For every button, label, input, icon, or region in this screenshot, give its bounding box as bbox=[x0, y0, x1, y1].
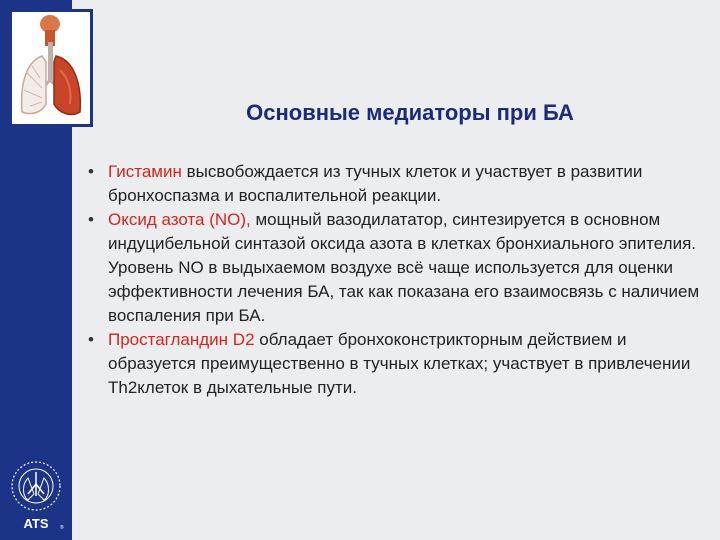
ats-logo bbox=[6, 458, 68, 538]
bullet-item-prostaglandin bbox=[86, 328, 701, 400]
bullet-item-histamine bbox=[86, 160, 701, 208]
bullet-highlight: Гистамин bbox=[108, 162, 182, 181]
bullet-icon: • bbox=[88, 210, 94, 229]
ats-emblem-icon bbox=[6, 458, 68, 538]
bullet-highlight: Оксид азота (NO), bbox=[108, 210, 251, 229]
bullet-icon: • bbox=[88, 162, 94, 181]
lungs-illustration bbox=[9, 9, 93, 127]
bullet-icon: • bbox=[88, 330, 94, 349]
bullet-text: мощный вазодилататор, синтезируется в основном индуцибельной синтазой оксида азота в клетках бронхиального эпителия. Уровень NO в выдыхаемом воздухе всё чаще используется для оценки эффективности лечения БА, так как показана его взаимосвязь с наличием воспаления при БА. bbox=[108, 210, 700, 325]
slide-title: Основные медиаторы при БА bbox=[246, 100, 574, 125]
bullet-text: обладает бронхоконстрикторным действием и образуется преимущественно в тучных клетках; участвует в привлечении Th2клеток в дыхательные пути. bbox=[108, 330, 691, 397]
bullet-list bbox=[86, 160, 701, 400]
bullet-highlight: Простагландин D2 bbox=[108, 330, 255, 349]
lungs-icon bbox=[12, 12, 90, 124]
bullet-text: высвобождается из тучных клеток и участвует в развитии бронхоспазма и воспалительной реакции. bbox=[108, 162, 643, 205]
svg-text:®: ® bbox=[60, 525, 64, 531]
ats-logo-text: ATS bbox=[23, 516, 49, 531]
bullet-item-nitric-oxide bbox=[86, 208, 701, 328]
